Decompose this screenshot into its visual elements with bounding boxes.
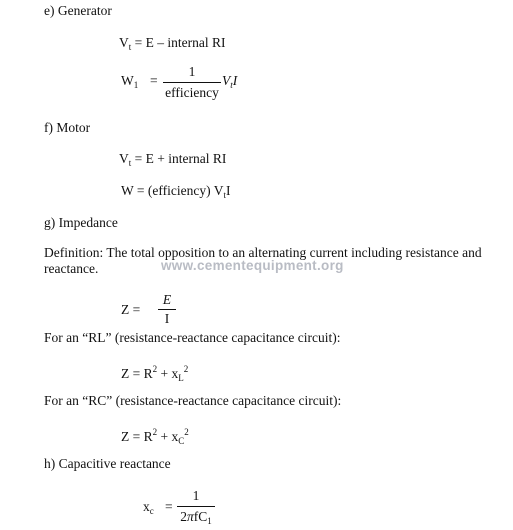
eq-lhs-subscript: c [149,506,154,516]
impedance-definition-line-1: Definition: The total opposition to an alternating current including resistance and [44,245,482,260]
eq-lhs-subscript: t [128,158,132,168]
watermark-text: www.cementequipment.org [161,258,344,273]
eq-superscript-2: 2 [184,427,189,437]
eq-rhs: = E – internal RI [134,35,226,50]
rc-impedance-equation [121,424,189,449]
eq-equals: = [165,499,173,514]
impedance-definition-line-2: reactance. [44,261,99,276]
fraction-denominator [177,509,215,529]
eq-lhs-subscript: t [128,42,132,52]
rl-intro: For an “RL” (resistance-reactance capacitance circuit): [44,330,341,345]
eq-lhs: V [119,35,129,50]
fraction-denominator: efficiency [165,85,219,100]
eq-lhs: V [119,151,129,166]
eq-subscript: L [178,373,184,383]
eq-lhs: Z = R [121,366,153,381]
den-fc: fC [193,509,208,524]
eq-tail-subscript: t [230,80,233,90]
eq-lhs-subscript: 1 [133,80,139,90]
motor-power-equation [121,183,230,203]
eq-subscript: C [178,436,185,446]
eq-text: W = (efficiency) V [121,183,224,198]
eq-tail-i: I [232,73,238,88]
eq-superscript-2: 2 [183,364,189,374]
eq-lhs: Z = R [121,429,153,444]
section-g-heading: g) Impedance [44,215,118,230]
rl-impedance-equation [121,361,188,386]
den-pi: π [186,509,194,524]
fraction-numerator: E [162,292,172,307]
eq-subscript: t [223,190,226,200]
generator-voltage-equation [119,35,225,55]
rc-intro: For an “RC” (resistance-reactance capacitance circuit): [44,393,342,408]
den-two: 2 [180,509,187,524]
fraction-bar [177,506,215,507]
section-f-heading: f) Motor [44,120,91,135]
fraction-bar [163,82,221,83]
fraction-denominator: I [164,311,170,326]
eq-lhs: W [121,73,134,88]
eq-superscript: 2 [152,427,158,437]
eq-lhs: x [143,499,150,514]
eq-tail: I [225,183,231,198]
fraction-numerator: 1 [188,64,196,79]
fraction-numerator: 1 [192,488,200,503]
eq-superscript: 2 [152,364,158,374]
motor-voltage-equation [119,151,226,171]
den-subscript: 1 [207,516,212,526]
eq-plus: + x [157,366,179,381]
eq-rhs: = E + internal RI [134,151,227,166]
eq-tail-v: V [222,73,231,88]
section-h-heading: h) Capacitive reactance [44,456,171,471]
section-e-heading: e) Generator [44,3,112,18]
eq-plus: + x [157,429,179,444]
fraction-bar [158,309,176,310]
eq-lhs: Z = [121,302,141,317]
eq-equals: = [150,73,158,88]
